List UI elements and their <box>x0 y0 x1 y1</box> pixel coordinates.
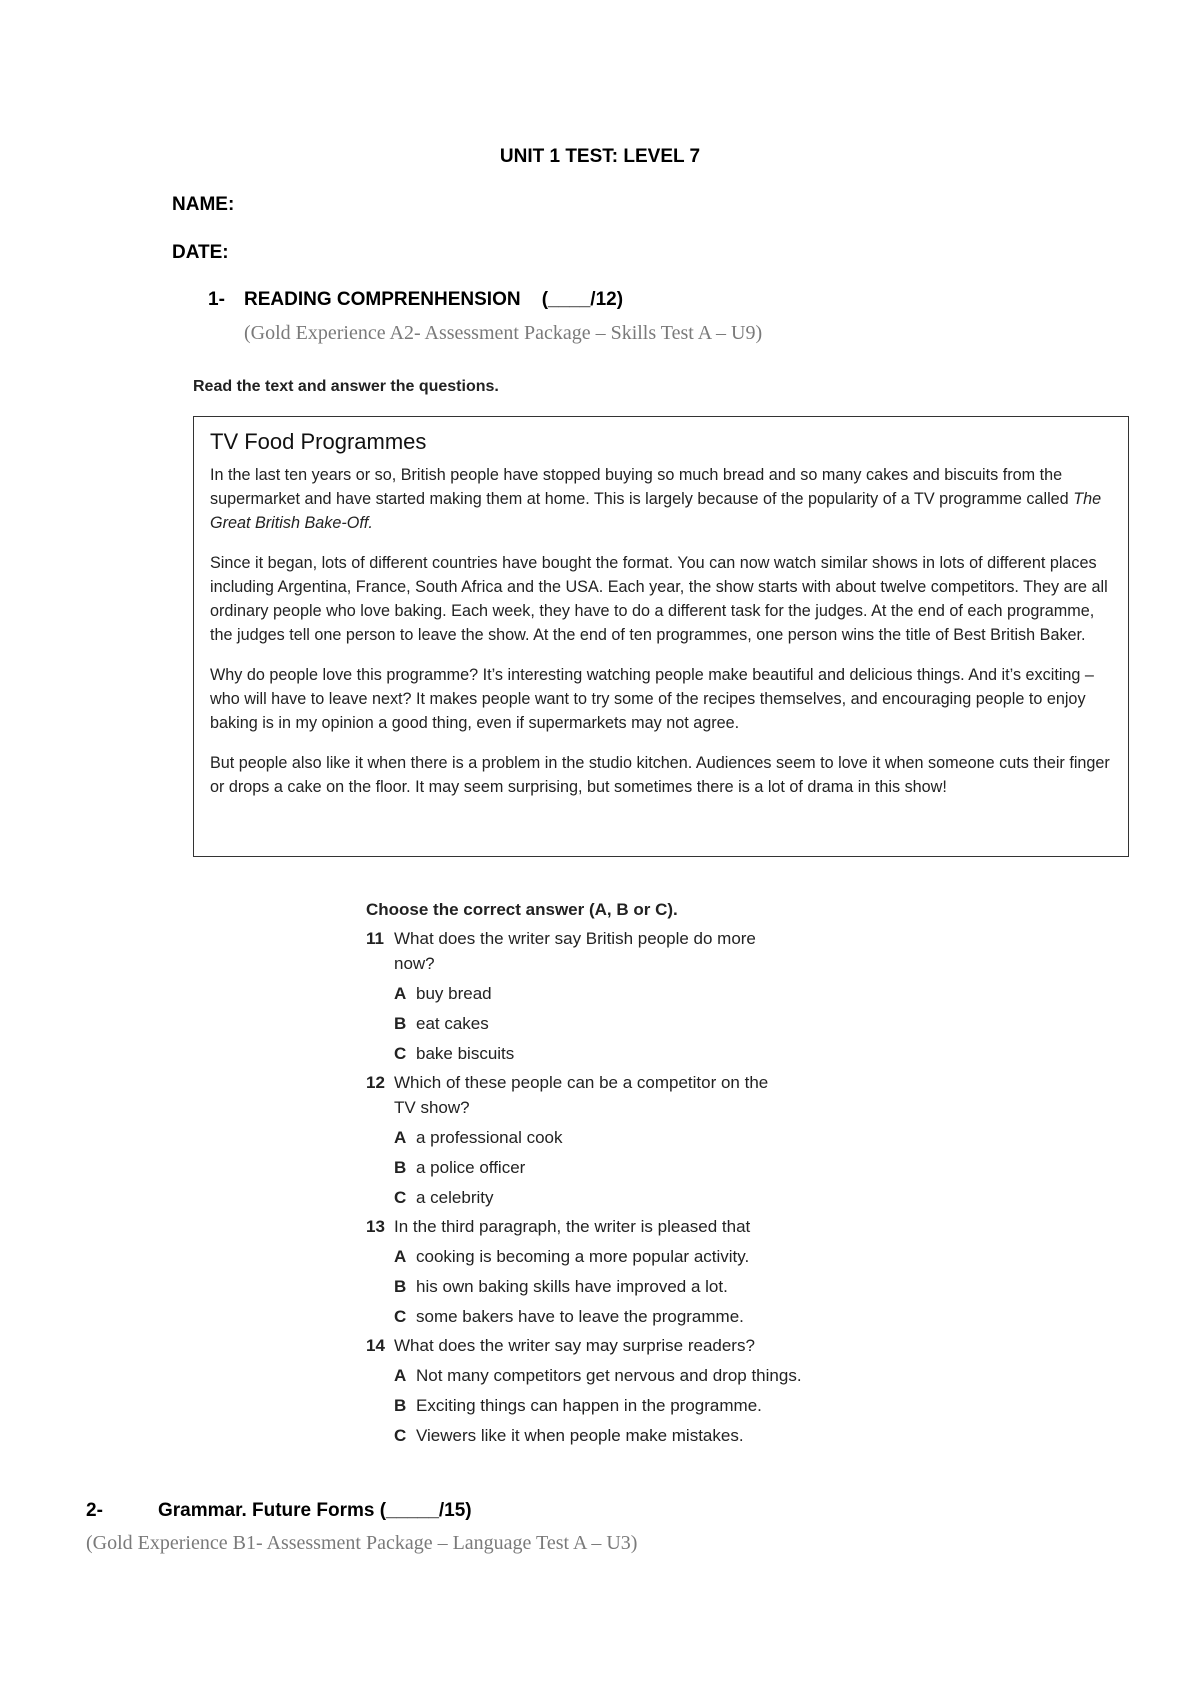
option-letter: B <box>394 1158 407 1177</box>
article-paragraph-1 <box>210 463 1112 535</box>
section-1-title: READING COMPRENHENSION <box>244 289 521 310</box>
option-letter: A <box>394 1366 407 1385</box>
question-text: What does the writer say may surprise readers? <box>394 1336 755 1355</box>
option-text: a professional cook <box>416 1128 563 1147</box>
option-letter: C <box>394 1044 407 1063</box>
option-text: Viewers like it when people make mistakes. <box>416 1426 744 1445</box>
question-number: 12 <box>366 1073 385 1092</box>
article-paragraph-2: Since it began, lots of different countries have bought the format. You can now watch similar shows in lots of different places including Argentina, France, South Africa and the USA. Each year, the show starts with about twelve competitors. They are all ordinary people who love baking. Each week, they have to do a different task for the judges. At the end of each programme, the judges tell one person to leave the show. At the end of ten programmes, one person wins the title of Best British Baker. <box>210 554 1108 644</box>
question-text: Which of these people can be a competitor on the TV show? <box>394 1073 769 1117</box>
answer-option <box>394 1393 906 1418</box>
article-box <box>193 416 1129 857</box>
article-paragraph-3: Why do people love this programme? It’s interesting watching people make beautiful and delicious things. And it’s exciting – who will have to leave next? It makes people want to try some of the recipes themselves, and encouraging people to enjoy baking is in my opinion a good thing, even if supermarkets may not agree. <box>210 666 1094 732</box>
option-text: a celebrity <box>416 1188 494 1207</box>
section-2-heading <box>86 1500 472 1522</box>
question-text: What does the writer say British people do more now? <box>394 929 756 973</box>
option-text: bake biscuits <box>416 1044 515 1063</box>
answer-option <box>394 1423 906 1448</box>
quiz <box>366 900 906 1448</box>
answer-option <box>394 1304 906 1329</box>
question <box>366 1214 906 1329</box>
option-letter: A <box>394 984 407 1003</box>
option-letter: A <box>394 1247 407 1266</box>
option-text: eat cakes <box>416 1014 489 1033</box>
page-title: UNIT 1 TEST: LEVEL 7 <box>499 146 701 167</box>
date-label: DATE: <box>172 242 229 263</box>
option-text: some bakers have to leave the programme. <box>416 1307 744 1326</box>
show-title: The Great British Bake-Off. <box>210 490 1102 532</box>
section-1-source: (Gold Experience A2- Assessment Package – Skills Test A – U9) <box>244 322 763 344</box>
answer-option <box>394 1185 906 1210</box>
option-letter: C <box>394 1188 407 1207</box>
answer-option <box>394 1155 906 1180</box>
question-number: 13 <box>366 1217 385 1236</box>
option-letter: B <box>394 1396 407 1415</box>
question <box>366 926 906 1066</box>
section-2-source: (Gold Experience B1- Assessment Package – Language Test A – U3) <box>86 1532 638 1554</box>
article-title: TV Food Programmes <box>210 429 427 454</box>
section-2-title: Grammar. Future Forms (_____/15) <box>158 1500 472 1521</box>
question-number: 11 <box>366 929 384 948</box>
name-label: NAME: <box>172 194 235 215</box>
option-text: cooking is becoming a more popular activity. <box>416 1247 750 1266</box>
answer-option <box>394 1274 906 1299</box>
section-2-number: 2- <box>86 1500 103 1521</box>
option-text: his own baking skills have improved a lot. <box>416 1277 728 1296</box>
question-text: In the third paragraph, the writer is pleased that <box>394 1217 751 1236</box>
option-text: a police officer <box>416 1158 526 1177</box>
section-1-heading <box>208 289 623 311</box>
section-1-number: 1- <box>208 289 225 310</box>
option-text: Exciting things can happen in the programme. <box>416 1396 762 1415</box>
section-1-score: (____/12) <box>541 289 624 310</box>
answer-option <box>394 981 906 1006</box>
option-letter: C <box>394 1307 407 1326</box>
option-letter: B <box>394 1277 407 1296</box>
question <box>366 1070 906 1210</box>
option-letter: A <box>394 1128 407 1147</box>
option-text: Not many competitors get nervous and drop things. <box>416 1366 802 1385</box>
answer-option <box>394 1011 906 1036</box>
article-paragraph-4: But people also like it when there is a problem in the studio kitchen. Audiences seem to love it when someone cuts their finger or drops a cake on the floor. It may seem surprising, but sometimes there is a lot of drama in this show! <box>210 754 1110 796</box>
answer-option <box>394 1125 906 1150</box>
option-letter: B <box>394 1014 407 1033</box>
answer-option <box>394 1244 906 1269</box>
answer-option <box>394 1363 906 1388</box>
question-number: 14 <box>366 1336 385 1355</box>
question <box>366 1333 906 1448</box>
quiz-instruction: Choose the correct answer (A, B or C). <box>366 900 678 919</box>
reading-instruction: Read the text and answer the questions. <box>193 378 499 395</box>
option-text: buy bread <box>416 984 492 1003</box>
option-letter: C <box>394 1426 407 1445</box>
article-paragraph-1-text: In the last ten years or so, British people have stopped buying so much bread and so many cakes and biscuits from the supermarket and have started making them at home. This is largely because of the popularity of a TV programme called <box>210 466 1074 508</box>
answer-option <box>394 1041 906 1066</box>
